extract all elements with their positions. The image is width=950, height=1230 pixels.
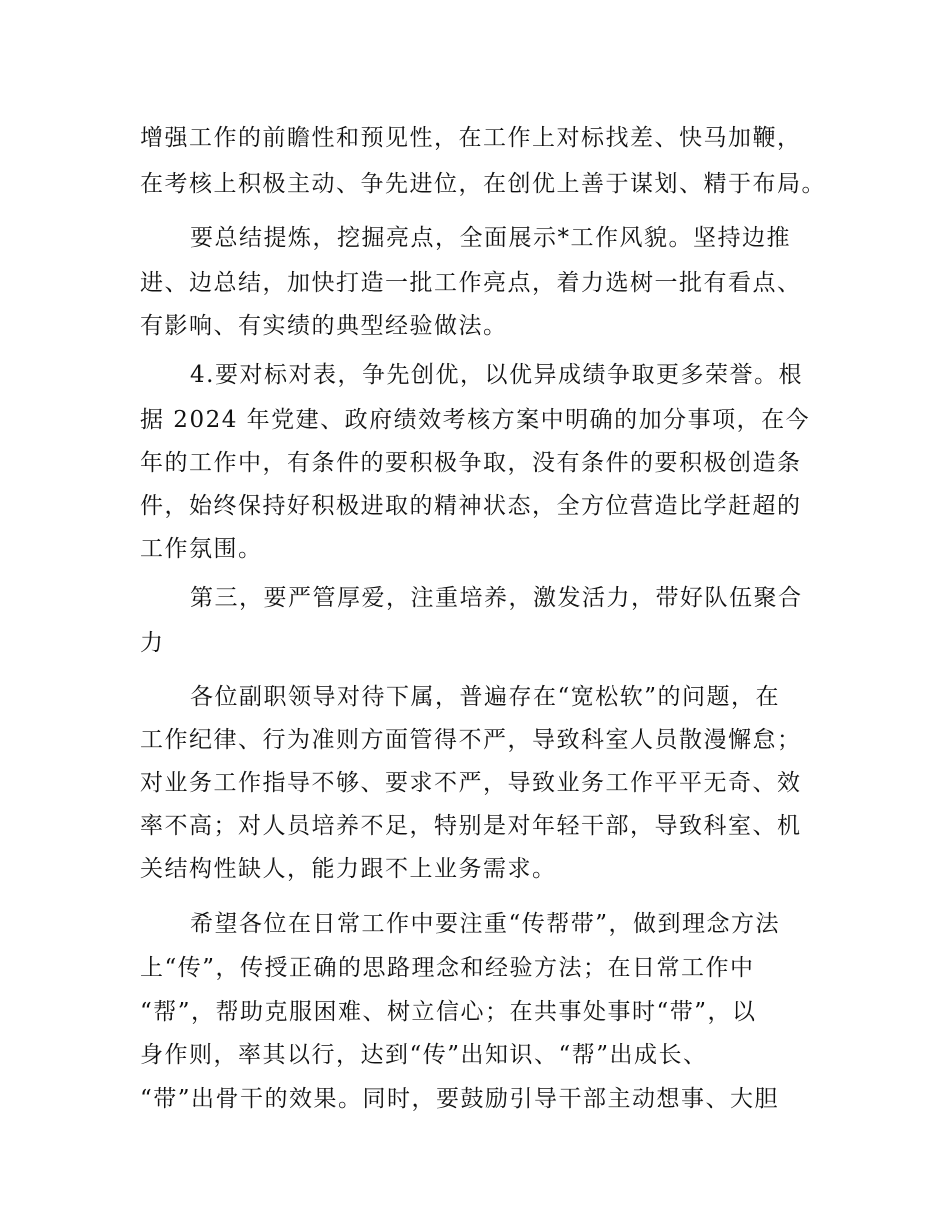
text-line: 工作氛围。 — [140, 536, 263, 562]
text-line: 身作则，率其以行，达到“传”出知识、“帮”出成长、 — [140, 1042, 708, 1068]
text-line: 关结构性缺人，能力跟不上业务需求。 — [140, 856, 557, 882]
text-line: 件，始终保持好积极进取的精神状态，全方位营造比学赶超的 — [140, 493, 802, 519]
section-heading: 力 — [140, 630, 165, 656]
text-line: 4.要对标对表，争先创优，以优异成绩争取更多荣誉。根 — [190, 362, 803, 388]
text-line: “带”出骨干的效果。同时，要鼓励引导干部主动想事、大胆 — [140, 1086, 780, 1112]
text-line: 有影响、有实绩的典型经验做法。 — [140, 313, 508, 339]
text-line: 要总结提炼，挖掘亮点，全面展示*工作风貌。坚持边推 — [190, 225, 791, 251]
text-line: 率不高；对人员培养不足，特别是对年轻干部，导致科室、机 — [140, 813, 802, 839]
section-heading: 第三，要严管厚爱，注重培养，激发活力，带好队伍聚合 — [190, 585, 803, 611]
text-line: “帮”，帮助克服困难、树立信心；在共事处事时“带”，以 — [140, 999, 757, 1025]
text-line: 年的工作中，有条件的要积极争取，没有条件的要积极创造条 — [140, 450, 802, 476]
text-line: 工作纪律、行为准则方面管得不严，导致科室人员散漫懈怠； — [140, 727, 802, 753]
text-line: 据 2024 年党建、政府绩效考核方案中明确的加分事项，在今 — [140, 407, 811, 433]
text-line: 进、边总结，加快打造一批工作亮点，着力选树一批有看点、 — [140, 270, 802, 296]
text-line: 对业务工作指导不够、要求不严，导致业务工作平平无奇、效 — [140, 770, 802, 796]
text-line: 各位副职领导对待下属，普遍存在“宽松软”的问题，在 — [190, 684, 781, 710]
text-line: 增强工作的前瞻性和预见性，在工作上对标找差、快马加鞭， — [140, 125, 802, 151]
text-line: 上“传”，传授正确的思路理念和经验方法；在日常工作中 — [140, 955, 755, 981]
text-line: 在考核上积极主动、争先进位，在创优上善于谋划、精于布局。 — [140, 171, 826, 197]
text-line: 希望各位在日常工作中要注重“传帮带”，做到理念方法 — [190, 911, 781, 937]
